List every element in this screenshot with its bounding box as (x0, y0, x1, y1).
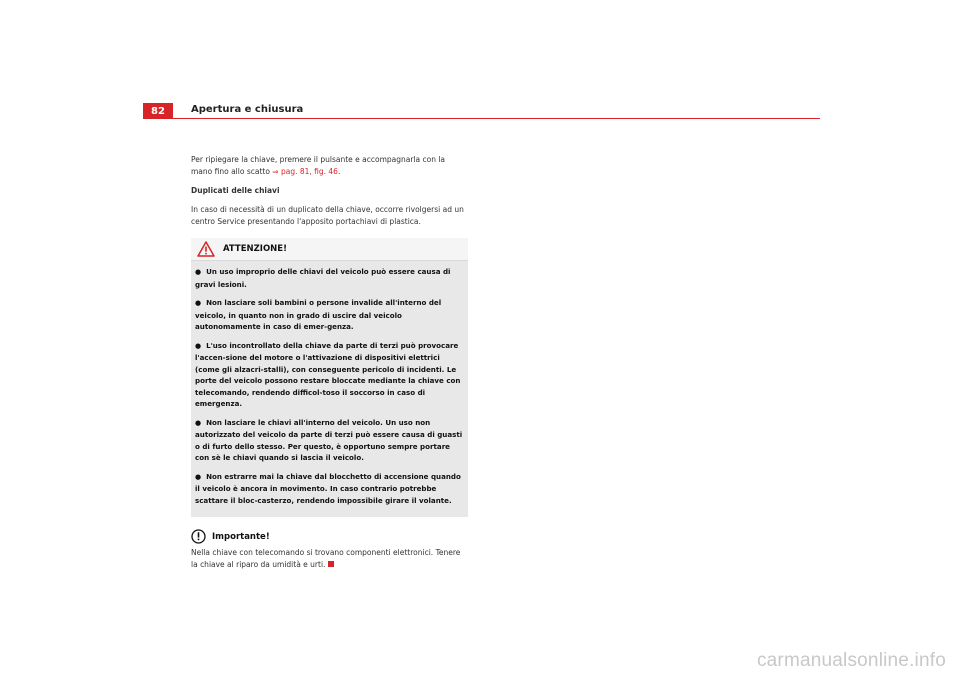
warning-box (191, 238, 468, 517)
intro-end: . (337, 167, 341, 176)
duplicate-keys-heading: Duplicati delle chiavi (191, 186, 280, 195)
footer-watermark: carmanualsonline.info (756, 650, 946, 671)
intro-text: Per ripiegare la chiave, premere il pulsante e accompagnarla con la mano fino allo scatto (191, 155, 446, 176)
duplicate-keys-text: In caso di necessità di un duplicato della chiave, occorre rivolgersi ad un centro Service presentando l'apposito portachiavi di plastica. (191, 205, 464, 226)
main-content (191, 154, 468, 571)
warning-body (191, 261, 468, 517)
warning-item (195, 340, 464, 410)
bullet-icon: ● (195, 299, 202, 307)
warning-item-text: L'uso incontrollato della chiave da parte di terzi può provocare l'accen-sione del motore o l'attivazione di dispositivi elettrici (come gli alzacri-stalli), con conseguente pericolo di incidenti. Le porte del veicolo possono restare bloccate mediante la chiave con telecomando, rendendo difficol-toso il soccorso in caso di emergenza. (195, 340, 461, 408)
warning-item (195, 266, 464, 290)
warning-header (191, 238, 468, 261)
page-title: Apertura e chiusura (191, 104, 304, 115)
warning-item-text: Un uso improprio delle chiavi del veicolo può essere causa di gravi lesioni. (195, 267, 451, 289)
header-divider (173, 118, 820, 119)
warning-item (195, 471, 464, 507)
warning-item (195, 417, 464, 464)
warning-item-text: Non estrarre mai la chiave dal blocchetto di accensione quando il veicolo è ancora in movimento. In caso contrario potrebbe scattare il bloc-casterzo, rendendo impossibile girare il volante. (195, 471, 461, 505)
bullet-icon: ● (195, 418, 202, 427)
bullet-icon: ● (195, 268, 202, 276)
warning-triangle-icon (197, 241, 215, 257)
important-text (191, 547, 468, 571)
important-title: Importante! (212, 531, 270, 542)
bullet-icon: ● (195, 341, 202, 350)
page-number: 82 (143, 103, 173, 119)
important-section (191, 529, 468, 571)
bullet-icon: ● (195, 472, 202, 481)
warning-item (195, 297, 464, 333)
intro-paragraph (191, 154, 468, 178)
warning-title: ATTENZIONE! (223, 244, 287, 254)
important-text-body: Nella chiave con telecomando si trovano componenti elettronici. Tenere la chiave al riparo da umidità e urti. (191, 548, 461, 569)
end-of-section-marker (328, 561, 334, 567)
cross-reference-link[interactable]: ⇒ pag. 81, fig. 46 (272, 167, 338, 176)
important-header (191, 529, 468, 544)
warning-item-text: Non lasciare soli bambini o persone invalide all'interno del veicolo, in quanto non in grado di uscire dal veicolo autonomamente in caso di emer-genza. (195, 298, 442, 331)
exclamation-circle-icon (191, 529, 206, 544)
warning-item-text: Non lasciare le chiavi all'interno del veicolo. Un uso non autorizzato del veicolo da parte di terzi può essere causa di guasti o di furto dello stesso. Per questo, è opportuno sempre portare con sè le chiavi quando si lascia il veicolo. (195, 417, 463, 462)
